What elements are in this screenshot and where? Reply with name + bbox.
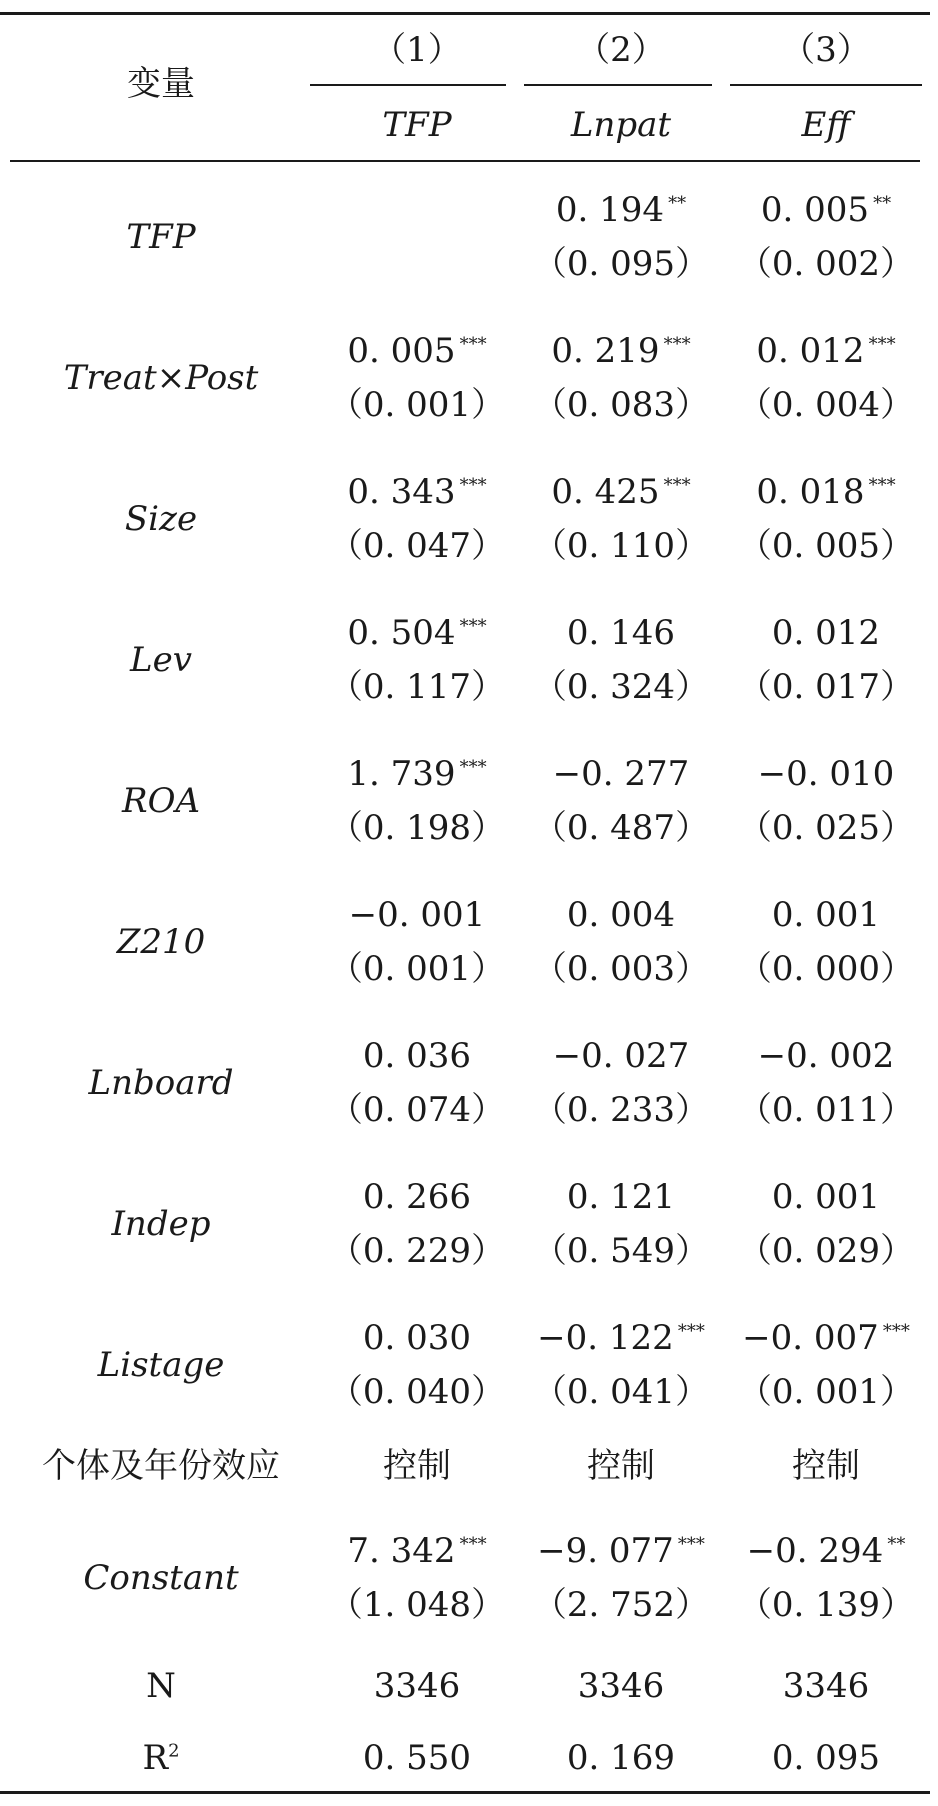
row-size-col1-coef (328, 472, 506, 512)
row-listage-col1-coef (328, 1318, 506, 1358)
row-z210-col1-coef (328, 895, 506, 935)
constant-col1-coef (328, 1531, 506, 1571)
row-roa-col1-coef (328, 754, 506, 794)
row-tfp-col3-se: （0. 002） (737, 244, 915, 284)
variable-header: 变量 (127, 64, 195, 104)
row-indep-col3-se: （0. 029） (737, 1231, 915, 1271)
significance-stars: *** (868, 333, 896, 355)
coefficient-value: 0. 001 (771, 1177, 881, 1217)
header-bottom-rule (10, 160, 920, 162)
row-lev-col2-coef (532, 613, 710, 653)
coefficient-value: 0. 266 (362, 1177, 472, 1217)
col2-name: Lnpat (570, 105, 672, 145)
row-label-size: Size (124, 499, 198, 539)
row-lnboard-col3-se: （0. 011） (737, 1090, 915, 1130)
row-tfp-col2-se: （0. 095） (532, 244, 710, 284)
row-z210-col2-coef (532, 895, 710, 935)
coefficient-value: 0. 001 (771, 895, 881, 935)
significance-stars: *** (663, 474, 691, 496)
coefficient-value: −0. 001 (348, 895, 486, 935)
top-rule (0, 12, 930, 15)
coefficient-value: −0. 027 (552, 1036, 690, 1076)
significance-stars: *** (868, 474, 896, 496)
row-indep-col1-se: （0. 229） (328, 1231, 506, 1271)
row-roa-col3-se: （0. 025） (737, 808, 915, 848)
r2-col3: 0. 095 (771, 1738, 881, 1778)
coefficient-value: −9. 077 (537, 1531, 674, 1571)
coefficient-value: 0. 005 (760, 190, 870, 230)
row-lev-col3-coef (737, 613, 915, 653)
row-z210-col2-se: （0. 003） (532, 949, 710, 989)
significance-stars: *** (677, 1320, 705, 1342)
fixed-effects-col3: 控制 (792, 1446, 860, 1486)
n-col2: 3346 (577, 1666, 665, 1706)
constant-col2-se: （2. 752） (532, 1585, 710, 1625)
significance-stars: *** (459, 615, 487, 637)
row-roa-col1-se: （0. 198） (328, 808, 506, 848)
row-label-treat-post: Treat×Post (63, 358, 259, 398)
row-lnboard-col1-coef (328, 1036, 506, 1076)
row-roa-col3-coef (737, 754, 915, 794)
row-treat-post-col3-se: （0. 004） (737, 385, 915, 425)
coefficient-value: −0. 277 (552, 754, 690, 794)
col1-number: （1） (372, 30, 462, 70)
constant-col3-coef (737, 1531, 915, 1571)
row-z210-col3-coef (737, 895, 915, 935)
row-label-tfp: TFP (126, 217, 196, 257)
row-label-indep: Indep (111, 1204, 211, 1244)
row-size-col3-coef (737, 472, 915, 512)
row-roa-col2-coef (532, 754, 710, 794)
coefficient-value: 0. 036 (362, 1036, 472, 1076)
row-label-lnboard: Lnboard (88, 1063, 234, 1103)
row-lnboard-col3-coef (737, 1036, 915, 1076)
row-indep-col1-coef (328, 1177, 506, 1217)
row-indep-col2-coef (532, 1177, 710, 1217)
row-listage-col3-se: （0. 001） (737, 1372, 915, 1412)
row-lev-col1-coef (328, 613, 506, 653)
row-label-z210: Z210 (116, 922, 206, 962)
col2-header-rule (524, 84, 712, 86)
col2-number: （2） (576, 30, 666, 70)
col3-number: （3） (781, 30, 871, 70)
r2-label (0, 1738, 322, 1778)
row-lev-col1-se: （0. 117） (328, 667, 506, 707)
r2-col2: 0. 169 (566, 1738, 676, 1778)
row-z210-col3-se: （0. 000） (737, 949, 915, 989)
row-listage-col2-coef (532, 1318, 710, 1358)
coefficient-value: 0. 194 (555, 190, 665, 230)
coefficient-value: 0. 030 (362, 1318, 472, 1358)
significance-stars: *** (459, 333, 487, 355)
n-col1: 3346 (373, 1666, 461, 1706)
row-size-col1-se: （0. 047） (328, 526, 506, 566)
constant-col3-se: （0. 139） (737, 1585, 915, 1625)
row-treat-post-col2-coef (532, 331, 710, 371)
coefficient-value: 0. 121 (566, 1177, 676, 1217)
col1-header-rule (310, 84, 506, 86)
constant-col1-se: （1. 048） (328, 1585, 506, 1625)
coefficient-value: −0. 007 (742, 1318, 879, 1358)
row-z210-col1-se: （0. 001） (328, 949, 506, 989)
significance-stars: ** (887, 1533, 906, 1555)
row-lev-col2-se: （0. 324） (532, 667, 710, 707)
significance-stars: *** (677, 1533, 705, 1555)
row-listage-col1-se: （0. 040） (328, 1372, 506, 1412)
significance-stars: *** (459, 756, 487, 778)
row-treat-post-col1-se: （0. 001） (328, 385, 506, 425)
bottom-rule (0, 1791, 930, 1794)
r2-label-base: R (142, 1738, 169, 1778)
row-lnboard-col1-se: （0. 074） (328, 1090, 506, 1130)
n-label: N (146, 1666, 176, 1706)
coefficient-value: −0. 294 (746, 1531, 884, 1571)
significance-stars: *** (663, 333, 691, 355)
r2-col1: 0. 550 (362, 1738, 472, 1778)
coefficient-value: −0. 002 (757, 1036, 895, 1076)
row-listage-col3-coef (737, 1318, 915, 1358)
coefficient-value: 0. 005 (347, 331, 456, 371)
row-roa-col2-se: （0. 487） (532, 808, 710, 848)
col3-header-rule (730, 84, 922, 86)
row-label-lev: Lev (130, 640, 192, 680)
coefficient-value: 0. 219 (551, 331, 660, 371)
row-lnboard-col2-se: （0. 233） (532, 1090, 710, 1130)
row-indep-col3-coef (737, 1177, 915, 1217)
significance-stars: *** (459, 1533, 487, 1555)
row-label-roa: ROA (121, 781, 201, 821)
coefficient-value: −0. 010 (757, 754, 895, 794)
col3-name: Eff (801, 105, 851, 145)
row-size-col3-se: （0. 005） (737, 526, 915, 566)
coefficient-value: 7. 342 (347, 1531, 456, 1571)
row-treat-post-col2-se: （0. 083） (532, 385, 710, 425)
row-tfp-col3-coef (737, 190, 915, 230)
significance-stars: *** (459, 474, 487, 496)
constant-label: Constant (83, 1558, 239, 1598)
coefficient-value: 1. 739 (347, 754, 456, 794)
col1-name: TFP (382, 105, 452, 145)
coefficient-value: 0. 012 (756, 331, 865, 371)
fixed-effects-col2: 控制 (587, 1446, 655, 1486)
coefficient-value: 0. 504 (347, 613, 456, 653)
significance-stars: ** (668, 192, 687, 214)
row-treat-post-col1-coef (328, 331, 506, 371)
row-listage-col2-se: （0. 041） (532, 1372, 710, 1412)
row-lev-col3-se: （0. 017） (737, 667, 915, 707)
row-lnboard-col2-coef (532, 1036, 710, 1076)
row-size-col2-coef (532, 472, 710, 512)
r2-label-sup: 2 (168, 1740, 180, 1762)
n-col3: 3346 (782, 1666, 870, 1706)
row-tfp-col2-coef (532, 190, 710, 230)
row-size-col2-se: （0. 110） (532, 526, 710, 566)
coefficient-value: 0. 425 (551, 472, 660, 512)
row-label-listage: Listage (97, 1345, 225, 1385)
coefficient-value: −0. 122 (537, 1318, 674, 1358)
fixed-effects-col1: 控制 (383, 1446, 451, 1486)
coefficient-value: 0. 343 (347, 472, 456, 512)
coefficient-value: 0. 012 (771, 613, 881, 653)
row-treat-post-col3-coef (737, 331, 915, 371)
fixed-effects-label: 个体及年份效应 (42, 1446, 280, 1486)
significance-stars: ** (873, 192, 892, 214)
significance-stars: *** (882, 1320, 910, 1342)
coefficient-value: 0. 004 (566, 895, 676, 935)
coefficient-value: 0. 146 (566, 613, 676, 653)
constant-col2-coef (532, 1531, 710, 1571)
coefficient-value: 0. 018 (756, 472, 865, 512)
row-indep-col2-se: （0. 549） (532, 1231, 710, 1271)
